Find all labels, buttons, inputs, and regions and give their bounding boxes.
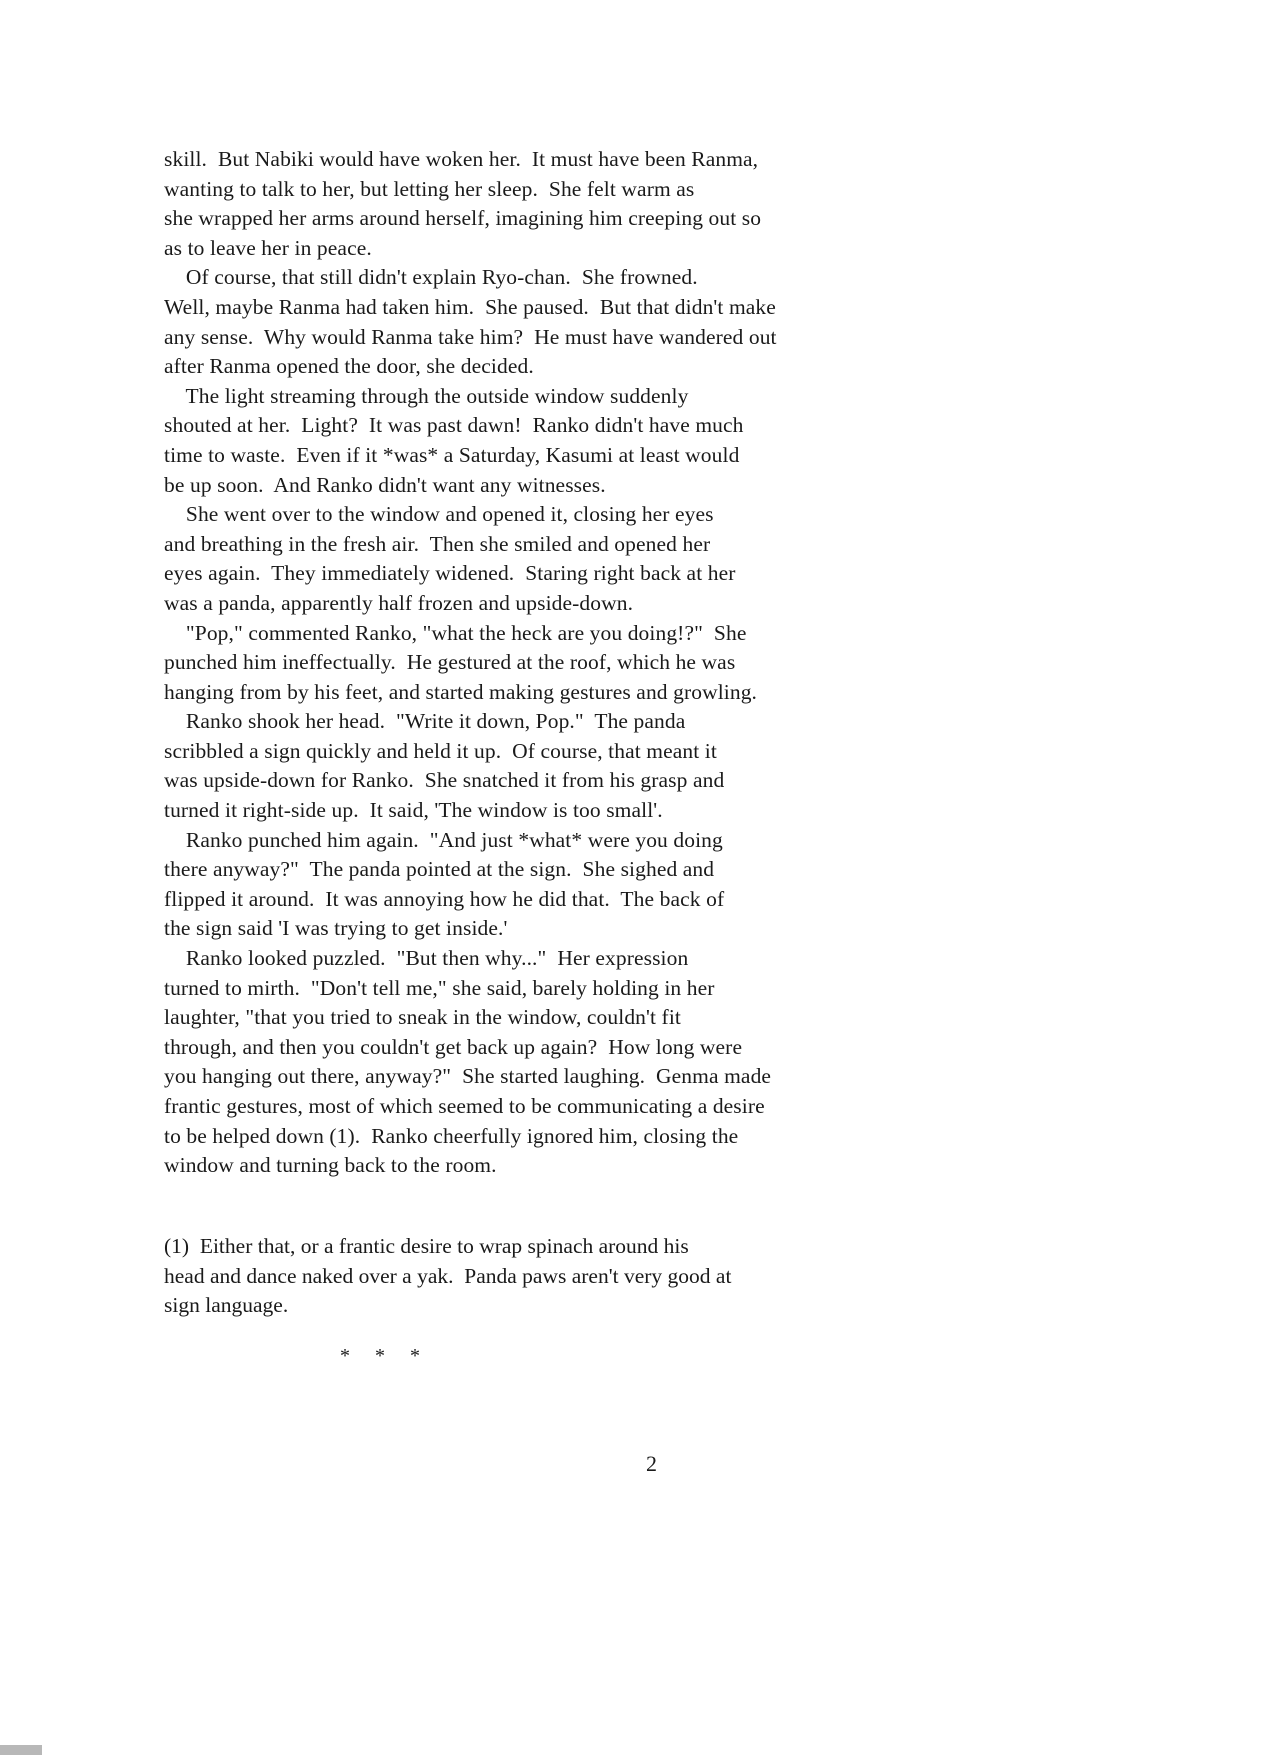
text-line: and breathing in the fresh air. Then she smiled and opened her: [164, 531, 711, 556]
text-line: any sense. Why would Ranma take him? He must have wandered out: [164, 324, 777, 349]
page-number: 2: [646, 1451, 657, 1476]
text-line: she wrapped her arms around herself, imagining him creeping out so: [164, 206, 762, 231]
text-line: turned it right-side up. It said, 'The window is too small'.: [164, 798, 663, 823]
footnote-line: (1) Either that, or a frantic desire to wrap spinach around his: [164, 1234, 689, 1258]
text-line: as to leave her in peace.: [164, 235, 372, 260]
text-line: there anyway?" The panda pointed at the sign. She sighed and: [164, 857, 715, 882]
text-line: "Pop," commented Ranko, "what the heck are you doing!?" She: [164, 620, 747, 645]
text-line: Ranko shook her head. "Write it down, Pop." The panda: [164, 709, 686, 734]
text-line: Ranko looked puzzled. "But then why..." Her expression: [164, 946, 689, 971]
footnote-line: head and dance naked over a yak. Panda paws aren't very good at: [164, 1263, 732, 1288]
text-line: The light streaming through the outside window suddenly: [164, 383, 689, 408]
text-line: the sign said 'I was trying to get inside.': [164, 916, 508, 941]
text-line: Of course, that still didn't explain Ryo-chan. She frowned.: [164, 265, 698, 290]
text-line: time to waste. Even if it *was* a Saturday, Kasumi at least would: [164, 442, 740, 467]
text-line: frantic gestures, most of which seemed to be communicating a desire: [164, 1094, 765, 1118]
text-line: laughter, "that you tried to sneak in the window, couldn't fit: [164, 1005, 681, 1030]
text-line: skill. But Nabiki would have woken her. It must have been Ranma,: [164, 147, 759, 171]
text-line: wanting to talk to her, but letting her sleep. She felt warm as: [164, 176, 695, 201]
scan-edge-mark: [0, 1745, 42, 1755]
text-line: window and turning back to the room.: [164, 1153, 497, 1178]
text-line: you hanging out there, anyway?" She started laughing. Genma made: [164, 1064, 772, 1089]
text-line: flipped it around. It was annoying how he did that. The back of: [164, 886, 725, 911]
text-line: Ranko punched him again. "And just *what* were you doing: [164, 827, 723, 852]
body-text: [164, 145, 884, 1181]
footnote-line: sign language.: [164, 1293, 289, 1318]
text-line: shouted at her. Light? It was past dawn! Ranko didn't have much: [164, 413, 744, 438]
text-line: was a panda, apparently half frozen and upside-down.: [164, 590, 634, 615]
text-line: to be helped down (1). Ranko cheerfully ignored him, closing the: [164, 1123, 739, 1148]
footnote: [164, 1232, 884, 1321]
text-line: be up soon. And Ranko didn't want any witnesses.: [164, 472, 606, 497]
text-line: was upside-down for Ranko. She snatched it from his grasp and: [164, 768, 725, 793]
text-line: hanging from by his feet, and started making gestures and growling.: [164, 679, 758, 704]
text-line: Well, maybe Ranma had taken him. She paused. But that didn't make: [164, 294, 776, 319]
text-line: eyes again. They immediately widened. Staring right back at her: [164, 561, 736, 586]
text-line: through, and then you couldn't get back up again? How long were: [164, 1034, 743, 1059]
text-line: punched him ineffectually. He gestured at the roof, which he was: [164, 650, 736, 675]
text-line: scribbled a sign quickly and held it up. Of course, that meant it: [164, 738, 717, 763]
text-line: turned to mirth. "Don't tell me," she said, barely holding in her: [164, 975, 715, 1000]
text-line: after Ranma opened the door, she decided.: [164, 354, 534, 379]
text-line: She went over to the window and opened it, closing her eyes: [164, 502, 714, 527]
section-separator: * * *: [340, 1345, 420, 1367]
